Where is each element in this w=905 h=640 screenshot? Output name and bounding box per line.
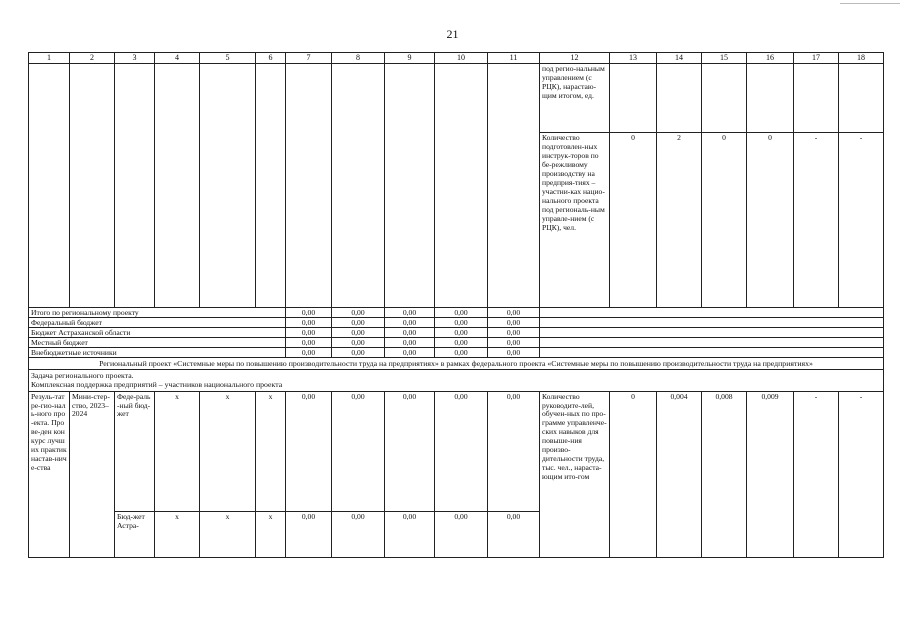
value-cell: 0 (610, 133, 657, 308)
empty-cell (747, 64, 794, 133)
col-header-4: 4 (155, 53, 200, 64)
col-header-13: 13 (610, 53, 657, 64)
value-cell: x (200, 511, 256, 557)
value-cell: x (155, 391, 200, 511)
empty-cell (540, 348, 884, 358)
value-cell: 0,00 (488, 328, 540, 338)
value-cell: 0,008 (702, 391, 747, 557)
value-cell: 0,00 (332, 348, 385, 358)
total-label: Итого по региональному проекту (29, 308, 286, 318)
page-number: 21 (446, 27, 459, 41)
total-label: Федеральный бюджет (29, 318, 286, 328)
total-row (29, 318, 884, 328)
empty-cell (286, 64, 332, 308)
col-header-16: 16 (747, 53, 794, 64)
value-cell: 0,00 (488, 391, 540, 511)
empty-cell (540, 328, 884, 338)
col-header-7: 7 (286, 53, 332, 64)
task-title: Задача регионального проекта. (31, 371, 134, 381)
value-cell: 0,00 (385, 348, 435, 358)
value-cell: x (155, 511, 200, 557)
corner-line (840, 3, 900, 4)
empty-cell (540, 318, 884, 328)
total-row (29, 308, 884, 318)
col-header-15: 15 (702, 53, 747, 64)
task-cell (29, 370, 884, 391)
empty-cell (610, 64, 657, 133)
total-row (29, 338, 884, 348)
value-cell: 0,00 (435, 391, 488, 511)
empty-cell (256, 64, 286, 308)
value-cell: 0 (747, 133, 794, 308)
result-name: Резуль-тат ре-гио-наль-ного про-екта. Прове-ден конкурс лучших практик настав-ниче-ства (29, 391, 70, 557)
empty-cell (702, 64, 747, 133)
empty-cell (385, 64, 435, 308)
empty-cell (540, 338, 884, 348)
empty-cell (155, 64, 200, 308)
total-label: Местный бюджет (29, 338, 286, 348)
indicator-text: Количество подготовлен-ных инструк-торов по бе-режливому производству на предприя-тиях – участни-ках нацио-нального проекта под региональ-ным управле-нием (с РЦК), чел. (540, 133, 610, 308)
value-cell: 0,00 (286, 348, 332, 358)
value-cell: 0 (702, 133, 747, 308)
empty-cell (70, 64, 115, 308)
value-cell: 0,00 (488, 318, 540, 328)
total-label: Бюджет Астраханской области (29, 328, 286, 338)
value-cell: 0,00 (435, 348, 488, 358)
value-cell: - (839, 391, 884, 557)
empty-cell (115, 64, 155, 308)
value-cell: 0,00 (435, 338, 488, 348)
total-row (29, 348, 884, 358)
value-cell: x (256, 511, 286, 557)
value-cell: 0,00 (385, 308, 435, 318)
empty-cell (488, 64, 540, 308)
value-cell: 0 (610, 391, 657, 557)
value-cell: 0,00 (332, 338, 385, 348)
value-cell: 0,00 (435, 308, 488, 318)
col-header-14: 14 (657, 53, 702, 64)
col-header-8: 8 (332, 53, 385, 64)
value-cell: 0,00 (488, 511, 540, 557)
responsible-executor: Мини-стер-ство, 2023–2024 (70, 391, 115, 557)
value-cell: 0,00 (286, 308, 332, 318)
value-cell: - (839, 133, 884, 308)
empty-cell (29, 64, 70, 308)
empty-cell (200, 64, 256, 308)
indicator-text: под регио-нальным управлением (с РЦК), нарастаю-щим итогом, ед. (540, 64, 610, 133)
value-cell: 0,00 (435, 511, 488, 557)
value-cell: 0,00 (385, 511, 435, 557)
col-header-18: 18 (839, 53, 884, 64)
value-cell: 0,00 (332, 308, 385, 318)
value-cell: 0,00 (286, 391, 332, 511)
empty-cell (657, 64, 702, 133)
value-cell: - (794, 391, 839, 557)
value-cell: 0,00 (332, 391, 385, 511)
value-cell: 0,00 (286, 328, 332, 338)
value-cell: 0,00 (385, 318, 435, 328)
value-cell: 0,00 (286, 318, 332, 328)
value-cell: 0,00 (385, 338, 435, 348)
value-cell: 0,00 (332, 318, 385, 328)
value-cell: 0,00 (332, 511, 385, 557)
value-cell: 0,00 (332, 328, 385, 338)
value-cell: 0,009 (747, 391, 794, 557)
indicator-row-1 (29, 64, 884, 133)
value-cell: x (200, 391, 256, 511)
funding-source: Бюд-жет Астра- (115, 511, 155, 557)
empty-cell (332, 64, 385, 308)
value-cell: 0,00 (488, 348, 540, 358)
empty-cell (839, 64, 884, 133)
indicator-text: Количество руководите-лей, обучен-ных по про-грамме управленче-ских навыков для повыше-ния произво-дительности труда, тыс. чел., нараста-ющим ито-гом (540, 391, 610, 557)
col-header-9: 9 (385, 53, 435, 64)
col-header-6: 6 (256, 53, 286, 64)
col-header-3: 3 (115, 53, 155, 64)
col-header-17: 17 (794, 53, 839, 64)
result-row-a (29, 391, 884, 511)
value-cell: - (794, 133, 839, 308)
value-cell: 0,004 (657, 391, 702, 557)
value-cell: 2 (657, 133, 702, 308)
value-cell: 0,00 (286, 338, 332, 348)
col-header-12: 12 (540, 53, 610, 64)
task-row (29, 370, 884, 391)
col-header-10: 10 (435, 53, 488, 64)
value-cell: x (256, 391, 286, 511)
value-cell: 0,00 (435, 318, 488, 328)
total-label: Внебюджетные источники (29, 348, 286, 358)
header-row (29, 53, 884, 64)
empty-cell (794, 64, 839, 133)
empty-cell (435, 64, 488, 308)
task-description: Комплексная поддержка предприятий – участников национального проекта (31, 380, 283, 390)
col-header-2: 2 (70, 53, 115, 64)
empty-cell (540, 308, 884, 318)
col-header-5: 5 (200, 53, 256, 64)
value-cell: 0,00 (385, 328, 435, 338)
value-cell: 0,00 (488, 338, 540, 348)
value-cell: 0,00 (488, 308, 540, 318)
col-header-1: 1 (29, 53, 70, 64)
total-row (29, 328, 884, 338)
value-cell: 0,00 (286, 511, 332, 557)
budget-table (28, 52, 884, 558)
value-cell: 0,00 (385, 391, 435, 511)
col-header-11: 11 (488, 53, 540, 64)
funding-source: Феде-раль-ный бюд-жет (115, 391, 155, 511)
value-cell: 0,00 (435, 328, 488, 338)
section-title-row (29, 358, 884, 370)
section-title: Региональный проект «Системные меры по повышению производительности труда на предприятиях» в рамках федерального проекта «Системные меры по повышению производительности труда на предприятиях» (29, 358, 884, 370)
